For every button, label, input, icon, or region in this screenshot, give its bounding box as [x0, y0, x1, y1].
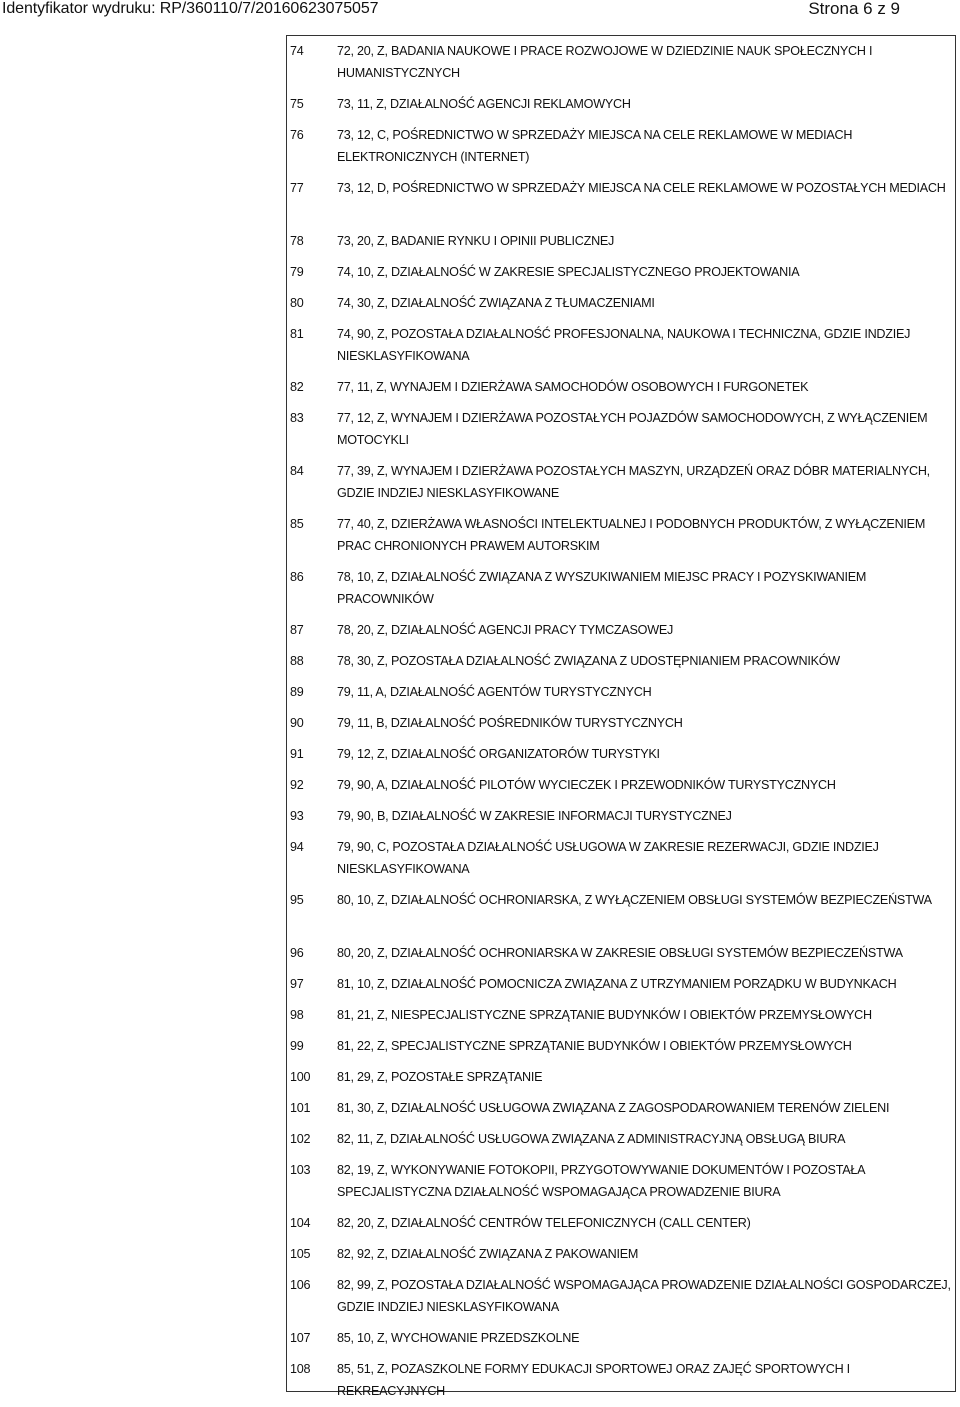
row-description: 73, 20, Z, BADANIE RYNKU I OPINII PUBLICZNEJ: [337, 234, 615, 248]
table-row: [287, 36, 955, 89]
table-row: [287, 1323, 955, 1354]
row-description: 79, 11, A, DZIAŁALNOŚĆ AGENTÓW TURYSTYCZNYCH: [337, 685, 652, 699]
table-row: [287, 1124, 955, 1155]
row-number: 75: [290, 97, 304, 111]
table-row: [287, 770, 955, 801]
row-description: 77, 12, Z, WYNAJEM I DZIERŻAWA POZOSTAŁYCH POJAZDÓW SAMOCHODOWYCH, Z WYŁĄCZENIEM MOTOCYKLI: [337, 411, 928, 447]
row-number: 104: [290, 1216, 311, 1230]
row-description: 81, 21, Z, NIESPECJALISTYCZNE SPRZĄTANIE BUDYNKÓW I OBIEKTÓW PRZEMYSŁOWYCH: [337, 1008, 872, 1022]
row-number: 97: [290, 977, 304, 991]
table-row: [287, 708, 955, 739]
row-description: 74, 30, Z, DZIAŁALNOŚĆ ZWIĄZANA Z TŁUMACZENIAMI: [337, 296, 655, 310]
table-row: [287, 120, 955, 173]
row-description: 81, 10, Z, DZIAŁALNOŚĆ POMOCNICZA ZWIĄZANA Z UTRZYMANIEM PORZĄDKU W BUDYNKACH: [337, 977, 897, 991]
table-row: [287, 173, 955, 226]
table-row: [287, 1270, 955, 1323]
row-number: 80: [290, 296, 304, 310]
table-row: [287, 739, 955, 770]
pkd-table: [287, 36, 955, 1398]
row-number: 99: [290, 1039, 304, 1053]
row-description: 78, 30, Z, POZOSTAŁA DZIAŁALNOŚĆ ZWIĄZANA Z UDOSTĘPNIANIEM PRACOWNIKÓW: [337, 654, 840, 668]
row-number: 95: [290, 893, 304, 907]
row-description: 81, 30, Z, DZIAŁALNOŚĆ USŁUGOWA ZWIĄZANA Z ZAGOSPODAROWANIEM TERENÓW ZIELENI: [337, 1101, 890, 1115]
row-number: 89: [290, 685, 304, 699]
row-description: 82, 92, Z, DZIAŁALNOŚĆ ZWIĄZANA Z PAKOWANIEM: [337, 1247, 639, 1261]
row-description: 78, 20, Z, DZIAŁALNOŚĆ AGENCJI PRACY TYMCZASOWEJ: [337, 623, 674, 637]
row-description: 79, 12, Z, DZIAŁALNOŚĆ ORGANIZATORÓW TURYSTYKI: [337, 747, 660, 761]
table-row: [287, 1354, 955, 1407]
row-number: 74: [290, 44, 304, 58]
row-number: 78: [290, 234, 304, 248]
row-number: 88: [290, 654, 304, 668]
row-description: 79, 90, C, POZOSTAŁA DZIAŁALNOŚĆ USŁUGOWA W ZAKRESIE REZERWACJI, GDZIE INDZIEJ NIESKLASYFIKOWANA: [337, 840, 879, 876]
row-description: 72, 20, Z, BADANIA NAUKOWE I PRACE ROZWOJOWE W DZIEDZINIE NAUK SPOŁECZNYCH I HUMANISTYCZNYCH: [337, 44, 873, 80]
table-row: [287, 938, 955, 969]
row-description: 79, 11, B, DZIAŁALNOŚĆ POŚREDNIKÓW TURYSTYCZNYCH: [337, 716, 683, 730]
row-description: 77, 40, Z, DZIERŻAWA WŁASNOŚCI INTELEKTUALNEJ I PODOBNYCH PRODUKTÓW, Z WYŁĄCZENIEM PRAC CHRONIONYCH PRAWEM AUTORSKIM: [337, 517, 926, 553]
row-description: 82, 11, Z, DZIAŁALNOŚĆ USŁUGOWA ZWIĄZANA Z ADMINISTRACYJNĄ OBSŁUGĄ BIURA: [337, 1132, 846, 1146]
row-description: 78, 10, Z, DZIAŁALNOŚĆ ZWIĄZANA Z WYSZUKIWANIEM MIEJSC PRACY I POZYSKIWANIEM PRACOWNIKÓW: [337, 570, 867, 606]
row-description: 80, 20, Z, DZIAŁALNOŚĆ OCHRONIARSKA W ZAKRESIE OBSŁUGI SYSTEMÓW BEZPIECZEŃSTWA: [337, 946, 903, 960]
row-number: 107: [290, 1331, 311, 1345]
row-number: 108: [290, 1362, 311, 1376]
row-number: 93: [290, 809, 304, 823]
table-row: [287, 646, 955, 677]
table-row: [287, 89, 955, 120]
row-description: 74, 90, Z, POZOSTAŁA DZIAŁALNOŚĆ PROFESJONALNA, NAUKOWA I TECHNICZNA, GDZIE INDZIEJ NIESKLASYFIKOWANA: [337, 327, 911, 363]
row-description: 82, 19, Z, WYKONYWANIE FOTOKOPII, PRZYGOTOWYWANIE DOKUMENTÓW I POZOSTAŁA SPECJALISTYCZNA DZIAŁALNOŚĆ WSPOMAGAJĄCA PROWADZENIE BIURA: [337, 1163, 865, 1199]
row-number: 92: [290, 778, 304, 792]
row-number: 84: [290, 464, 304, 478]
table-row: [287, 1062, 955, 1093]
row-description: 80, 10, Z, DZIAŁALNOŚĆ OCHRONIARSKA, Z WYŁĄCZENIEM OBSŁUGI SYSTEMÓW BEZPIECZEŃSTWA: [337, 893, 932, 907]
row-number: 91: [290, 747, 304, 761]
row-number: 76: [290, 128, 304, 142]
row-description: 85, 51, Z, POZASZKOLNE FORMY EDUKACJI SPORTOWEJ ORAZ ZAJĘĆ SPORTOWYCH I REKREACYJNYCH: [337, 1362, 850, 1398]
print-identifier: Identyfikator wydruku: RP/360110/7/20160623075057: [2, 0, 379, 17]
table-row: [287, 832, 955, 885]
row-description: 74, 10, Z, DZIAŁALNOŚĆ W ZAKRESIE SPECJALISTYCZNEGO PROJEKTOWANIA: [337, 265, 800, 279]
row-description: 81, 29, Z, POZOSTAŁE SPRZĄTANIE: [337, 1070, 543, 1084]
table-row: [287, 257, 955, 288]
table-row: [287, 885, 955, 938]
page-header: [0, 0, 960, 18]
table-row: [287, 969, 955, 1000]
row-description: 79, 90, A, DZIAŁALNOŚĆ PILOTÓW WYCIECZEK I PRZEWODNIKÓW TURYSTYCZNYCH: [337, 778, 836, 792]
row-number: 96: [290, 946, 304, 960]
row-description: 81, 22, Z, SPECJALISTYCZNE SPRZĄTANIE BUDYNKÓW I OBIEKTÓW PRZEMYSŁOWYCH: [337, 1039, 852, 1053]
table-row: [287, 372, 955, 403]
row-number: 100: [290, 1070, 311, 1084]
row-number: 85: [290, 517, 304, 531]
row-description: 73, 11, Z, DZIAŁALNOŚĆ AGENCJI REKLAMOWYCH: [337, 97, 631, 111]
row-number: 81: [290, 327, 304, 341]
row-description: 73, 12, C, POŚREDNICTWO W SPRZEDAŻY MIEJSCA NA CELE REKLAMOWE W MEDIACH ELEKTRONICZNYCH (INTERNET): [337, 128, 853, 164]
table-row: [287, 288, 955, 319]
row-description: 82, 20, Z, DZIAŁALNOŚĆ CENTRÓW TELEFONICZNYCH (CALL CENTER): [337, 1216, 751, 1230]
table-row: [287, 509, 955, 562]
row-description: 79, 90, B, DZIAŁALNOŚĆ W ZAKRESIE INFORMACJI TURYSTYCZNEJ: [337, 809, 732, 823]
table-row: [287, 226, 955, 257]
table-row: [287, 562, 955, 615]
row-number: 98: [290, 1008, 304, 1022]
table-row: [287, 801, 955, 832]
table-row: [287, 1031, 955, 1062]
table-row: [287, 456, 955, 509]
table-row: [287, 1093, 955, 1124]
row-number: 77: [290, 181, 304, 195]
row-number: 90: [290, 716, 304, 730]
table-row: [287, 403, 955, 456]
row-description: 82, 99, Z, POZOSTAŁA DZIAŁALNOŚĆ WSPOMAGAJĄCA PROWADZENIE DZIAŁALNOŚCI GOSPODARCZEJ, GDZIE INDZIEJ NIESKLASYFIKOWANA: [337, 1278, 951, 1314]
row-number: 103: [290, 1163, 311, 1177]
row-number: 105: [290, 1247, 311, 1261]
table-row: [287, 1239, 955, 1270]
row-number: 86: [290, 570, 304, 584]
table-row: [287, 319, 955, 372]
table-row: [287, 677, 955, 708]
row-number: 102: [290, 1132, 311, 1146]
row-description: 85, 10, Z, WYCHOWANIE PRZEDSZKOLNE: [337, 1331, 580, 1345]
table-row: [287, 1208, 955, 1239]
row-number: 82: [290, 380, 304, 394]
table-row: [287, 1000, 955, 1031]
row-number: 83: [290, 411, 304, 425]
table-row: [287, 1155, 955, 1208]
row-description: 77, 11, Z, WYNAJEM I DZIERŻAWA SAMOCHODÓW OSOBOWYCH I FURGONETEK: [337, 380, 809, 394]
row-number: 87: [290, 623, 304, 637]
table-row: [287, 615, 955, 646]
row-description: 73, 12, D, POŚREDNICTWO W SPRZEDAŻY MIEJSCA NA CELE REKLAMOWE W POZOSTAŁYCH MEDIACH: [337, 181, 946, 195]
row-number: 94: [290, 840, 304, 854]
row-number: 101: [290, 1101, 311, 1115]
page-number: Strona 6 z 9: [808, 0, 900, 18]
row-description: 77, 39, Z, WYNAJEM I DZIERŻAWA POZOSTAŁYCH MASZYN, URZĄDZEŃ ORAZ DÓBR MATERIALNYCH, GDZIE INDZIEJ NIESKLASYFIKOWANE: [337, 464, 930, 500]
row-number: 79: [290, 265, 304, 279]
row-number: 106: [290, 1278, 311, 1292]
